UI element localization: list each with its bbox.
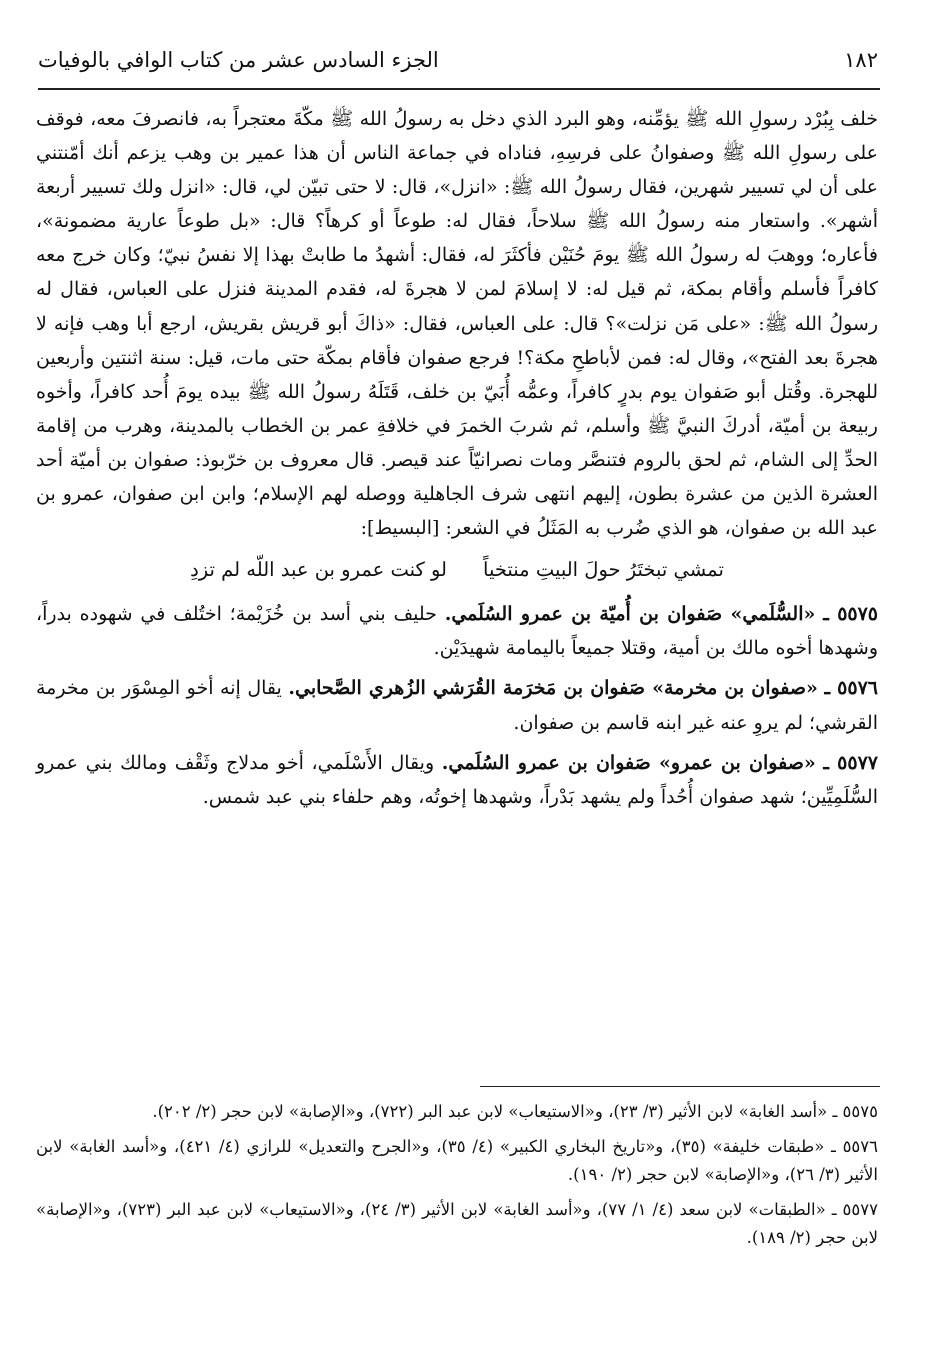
verse-second-hemistich: لو كنت عمرو بن عبد اللّه لم تزدِ	[190, 558, 447, 582]
entry-text: ويقال الأَسْلَمي، أخو مدلاج وثَقْف ومالك بني عمرو السُّلَمِيِّين؛ شهد صفوان أُحُداً ولم يشهد بَدْراً، وشهدها إخوتُه، وهم حلفاء بني عبد شمس.	[36, 751, 878, 808]
running-header	[38, 40, 878, 80]
paragraph: خلف بِبُرْد رسولِ الله ﷺ يؤمِّنه، وهو البرد الذي دخل به رسولُ الله ﷺ مكّةَ معتجراً به، فانصرفَ معه، فوقف على رسولِ الله ﷺ وصفوانُ على فرسِهِ، فناداه في جماعة الناس أن هذا عمير بن وهب يزعم أنك أمّنتني على أن لي تسيير شهرين، فقال رسولُ الله ﷺ: «انزل»، قال: لا حتى تبيّن لي، قال: «انزل ولك تسيير أربعة أشهر». واستعار منه رسولُ الله ﷺ سلاحاً، فقال له: طوعاً أو كرهاً؟ قال: «بل طوعاً عارية مضمونة»، فأعاره؛ ووهبَ له رسولُ الله ﷺ يومَ حُنَيْن فأكثَرَ له، فقال: أشهدُ ما طابتْ بهذا إلا نفسُ نبيّ؛ وكان خرج معه كافراً فأسلم وأقام بمكة، ثم قيل له: لا إسلامَ لمن لا هجرةَ له، فقدم المدينة فنزل على العباس، فقال له رسولُ الله ﷺ: «على مَن نزلت»؟ قال: على العباس، فقال: «ذاكَ أبو قريش بقريش، ارجع أبا وهب فإنه لا هجرةَ بعد الفتح»، وقال له: فمن لأباطحِ مكة؟! فرجع صفوان فأقام بمكّة حتى مات، قيل: سنة اثنتين وأربعين للهجرة. وقُتل أبو صَفوان يوم بدرٍ كافراً، وعمُّه أُبَيّ بن خلف، قَتَلَهُ رسولُ الله ﷺ بيده يومَ أُحد كافراً، وأخوه ربيعة بن أميّة، أدركَ النبيَّ ﷺ وأسلم، ثم شربَ الخمرَ في خلافةِ عمر بن الخطاب بالمدينة، وهرب من إقامة الحدِّ إلى الشام، ثم لحق بالروم فتنصَّر ومات نصرانيّاً عند قيصر. قال معروف بن خرّبوذ: صفوان بن أميّة أحد العشرة الذين من عشرة بطون، إليهم انتهى شرف الجاهلية ووصله لهم الإسلام؛ وابن ابن صفوان، عمرو بن عبد الله بن صفوان، هو الذي ضُرب به المَثَلُ في الشعر: [البسيط]:	[36, 108, 878, 540]
footnote-5575: ٥٥٧٥ ـ «أسد الغابة» لابن الأثير (٣/ ٢٣)، و«الاستيعاب» لابن عبد البر (٧٢٢)، و«الإصابة» لابن حجر (٢/ ٢٠٢).	[152, 1102, 878, 1121]
footnote-divider	[480, 1086, 880, 1087]
header-divider	[38, 88, 880, 90]
page-number: ١٨٢	[844, 48, 878, 72]
verse-first-hemistich: تمشي تبختَرُ حولَ البيتِ منتخياً	[483, 558, 724, 582]
footnote-5576: ٥٥٧٦ ـ «طبقات خليفة» (٣٥)، و«تاريخ البخاري الكبير» (٤/ ٣٥)، و«الجرح والتعديل» للرازي (٤/ ٤٢١)، و«أسد الغابة» لابن الأثير (٣/ ٢٦)، و«الإصابة» لابن حجر (٢/ ١٩٠).	[36, 1137, 879, 1184]
poetry-verse	[36, 551, 878, 589]
entry-text: حليف بني أسد بن خُزَيْمة؛ اختُلف في شهوده بدراً، وشهدها أخوه مالك بن أمية، وقتلا جميعاً باليمامة شهيدَيْن.	[36, 603, 878, 660]
entry-number: ٥٥٧٦ ـ	[824, 677, 878, 700]
entry-number: ٥٥٧٧ ـ	[823, 751, 878, 774]
running-title: الجزء السادس عشر من كتاب الوافي بالوفيات	[38, 48, 439, 72]
entry-text: يقال إنه أخو المِسْوَر بن مخرمة القرشي؛ لم يروِ عنه غير ابنه قاسم بن صفوان.	[36, 677, 878, 734]
entry-heading: «صفوان بن مخرمة» صَفوان بن مَخرَمة القُرَشي الزُهري الصَّحابي.	[288, 677, 818, 700]
main-text	[36, 102, 878, 814]
entry-heading: «صفوان بن عمرو» صَفوان بن عمرو السُلَمي.	[441, 751, 816, 774]
biography-entry-5577	[36, 746, 878, 814]
entry-heading: «السُّلَمي» صَفوان بن أُميّة بن عمرو السُلَمي.	[444, 603, 816, 626]
footnote-5577: ٥٥٧٧ ـ «الطبقات» لابن سعد (٤/ ١/ ٧٧)، و«أسد الغابة» لابن الأثير (٣/ ٢٤)، و«الاستيعاب» لابن عبد البر (٧٢٣)، و«الإصابة» لابن حجر (٢/ ١٨٩).	[36, 1200, 878, 1247]
footnotes	[36, 1098, 878, 1259]
entry-number: ٥٥٧٥ ـ	[823, 603, 879, 626]
biography-entry-5575	[36, 597, 878, 665]
biography-entry-5576	[36, 671, 878, 739]
